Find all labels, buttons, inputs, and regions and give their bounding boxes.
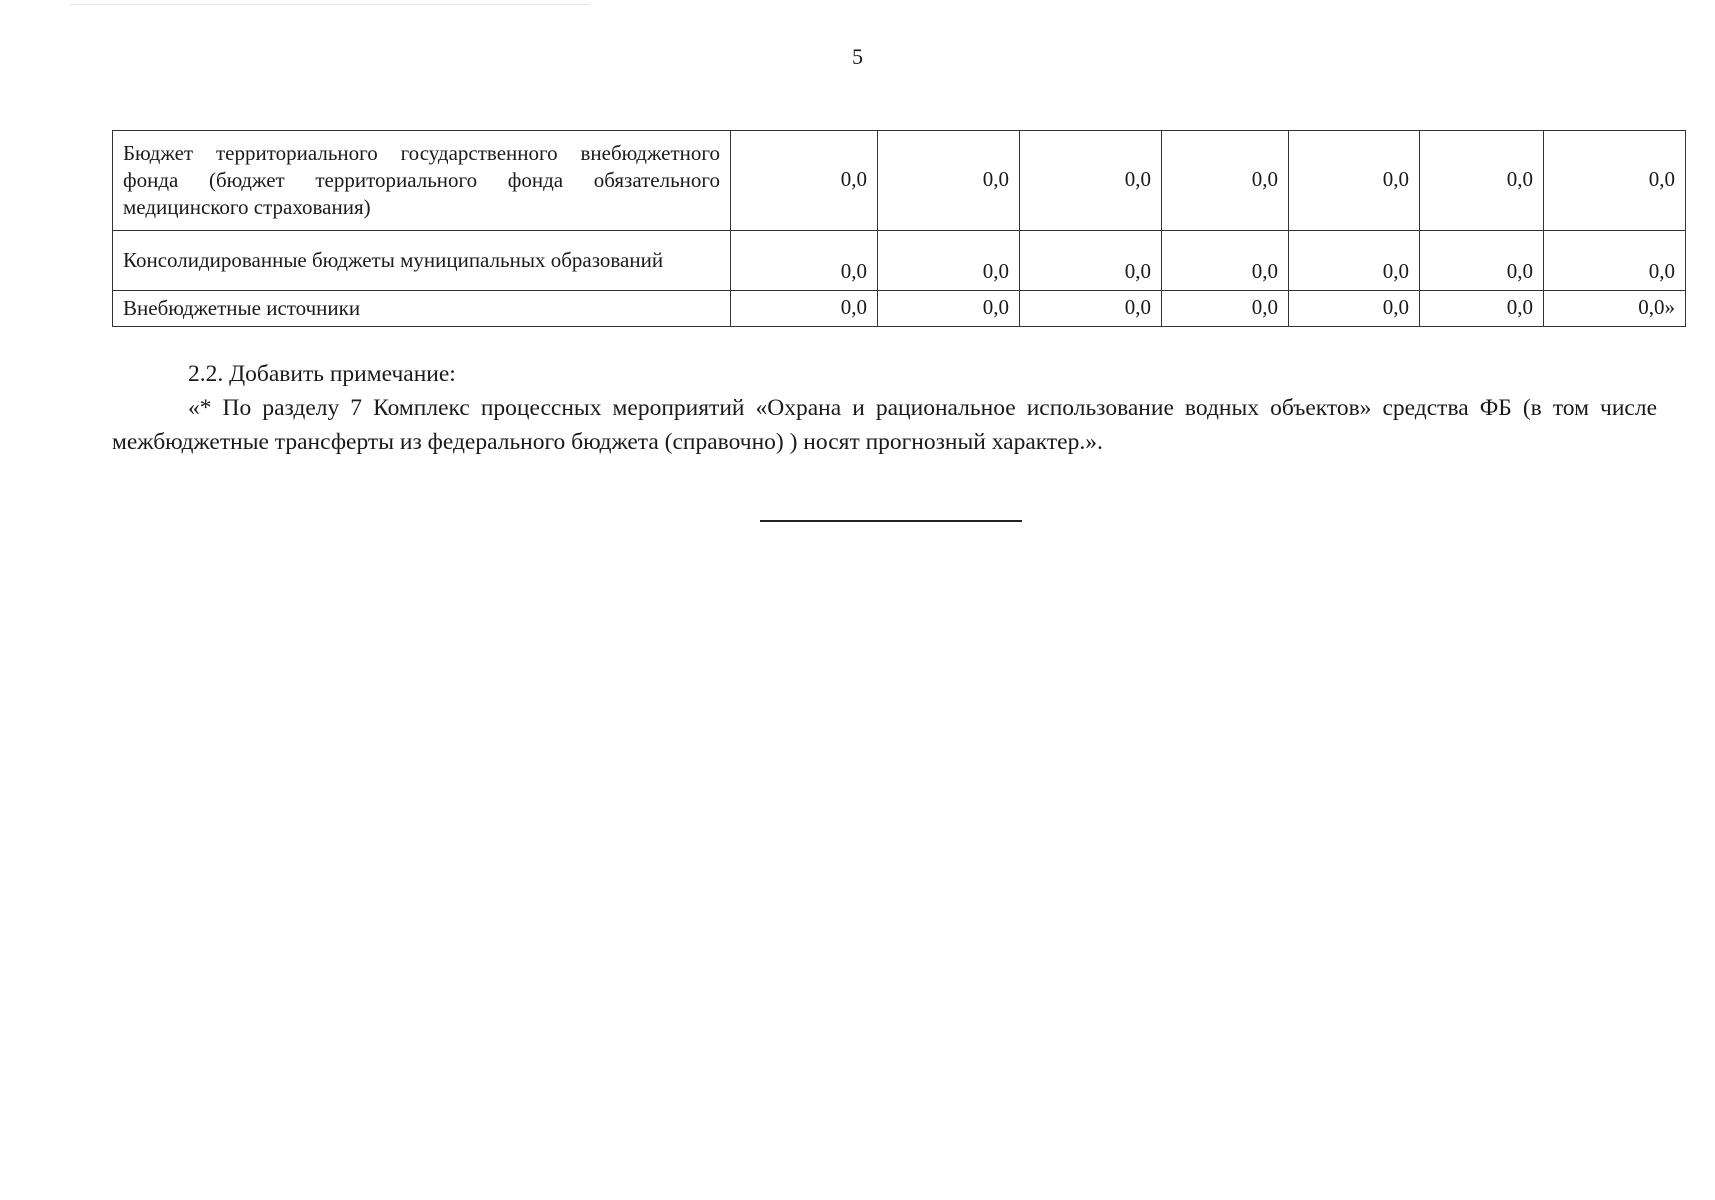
value-cell: 0,0 [1020,291,1162,327]
scan-edge-line [70,4,590,5]
value-cell: 0,0 [1289,231,1420,291]
value-cell: 0,0 [731,291,878,327]
value-cell: 0,0 [1544,231,1686,291]
table-row [113,231,1686,291]
value-cell: 0,0 [1289,131,1420,231]
budget-table [112,130,1686,327]
value-cell: 0,0 [731,231,878,291]
section-heading: 2.2. Добавить примечание: [188,361,456,387]
page-number: 5 [852,44,863,69]
section-note: «* По разделу 7 Комплекс процессных мероприятий «Охрана и рациональное использование водных объектов» средства ФБ (в том числе межбюджетные трансферты из федерального бюджета (справочно) ) носят прогнозный характер.». [112,395,1657,455]
row-label: Консолидированные бюджеты муниципальных образований [113,231,731,291]
value-cell: 0,0 [1289,291,1420,327]
amendment-section [112,357,1657,459]
row-label: Внебюджетные источники [113,291,731,327]
value-cell: 0,0 [1020,131,1162,231]
value-cell: 0,0 [878,231,1020,291]
value-cell: 0,0 [1162,291,1289,327]
table-row [113,291,1686,327]
table-row [113,131,1686,231]
value-cell: 0,0 [1162,231,1289,291]
value-cell: 0,0» [1544,291,1686,327]
value-cell: 0,0 [878,291,1020,327]
value-cell: 0,0 [1420,231,1544,291]
value-cell: 0,0 [1020,231,1162,291]
value-cell: 0,0 [878,131,1020,231]
closing-rule [760,520,1022,522]
value-cell: 0,0 [1420,131,1544,231]
row-label: Бюджет территориального государственного внебюджетного фонда (бюджет территориального фонда обязательного медицинского страхования) [113,131,731,231]
value-cell: 0,0 [1162,131,1289,231]
value-cell: 0,0 [1420,291,1544,327]
value-cell: 0,0 [731,131,878,231]
value-cell: 0,0 [1544,131,1686,231]
